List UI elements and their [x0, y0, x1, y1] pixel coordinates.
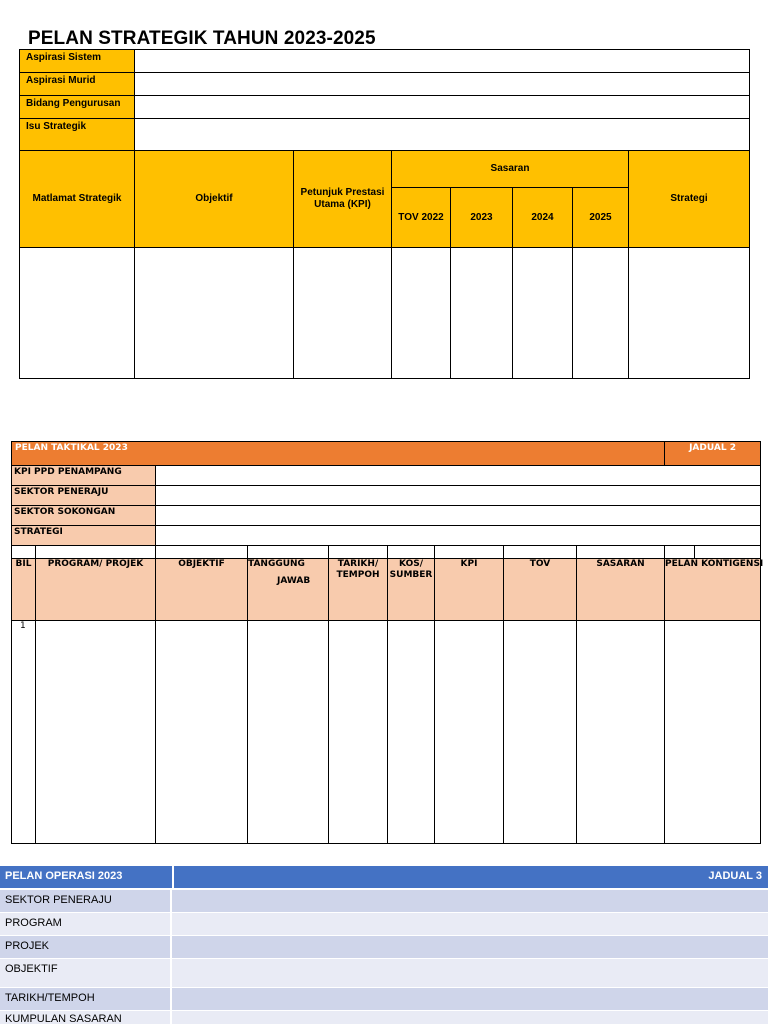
jadual-3-label: JADUAL 3: [172, 866, 768, 888]
cell-strategi[interactable]: [629, 248, 750, 379]
cell-tov-2[interactable]: [504, 621, 577, 844]
header-kos-sumber: KOS/ SUMBER: [388, 559, 435, 621]
table-row: [20, 248, 750, 379]
operation-row: [0, 988, 768, 1010]
header-objektif-2: OBJEKTIF: [156, 559, 248, 621]
header-2023: 2023: [451, 188, 513, 248]
cell-matlamat[interactable]: [20, 248, 135, 379]
header-strategi: Strategi: [629, 151, 750, 248]
cell-program[interactable]: [36, 621, 156, 844]
tactical-plan-table: [11, 441, 764, 844]
kumpulan-sasaran-value[interactable]: [172, 1011, 768, 1024]
jadual-2-label: JADUAL 2: [665, 442, 761, 466]
header-matlamat-strategik: Matlamat Strategik: [20, 151, 135, 248]
tarikh-tempoh-value[interactable]: [172, 988, 768, 1010]
header-tanggung-jawab: [248, 559, 329, 621]
table-row: [12, 621, 761, 844]
row-label-kpi-ppd: KPI PPD PENAMPANG: [12, 466, 156, 486]
row-label-tarikh-tempoh: TARIKH/TEMPOH: [0, 988, 170, 1010]
cell-kpi[interactable]: [294, 248, 392, 379]
sektor-peneraju-value[interactable]: [156, 486, 761, 506]
operation-row: [0, 1011, 768, 1024]
row-label-program: PROGRAM: [0, 913, 170, 935]
header-tov-2022: TOV 2022: [392, 188, 451, 248]
row-label-aspirasi-sistem: Aspirasi Sistem: [20, 50, 135, 73]
program-value[interactable]: [172, 913, 768, 935]
header-sasaran-2: SASARAN: [577, 559, 665, 621]
row-label-strategi: STRATEGI: [12, 526, 156, 546]
cell-2023[interactable]: [451, 248, 513, 379]
row-label-sektor-peneraju-op: SEKTOR PENERAJU: [0, 890, 170, 912]
cell-tanggung-jawab[interactable]: [248, 621, 329, 844]
header-2025: 2025: [573, 188, 629, 248]
row-label-aspirasi-murid: Aspirasi Murid: [20, 73, 135, 96]
strategi-value[interactable]: [156, 526, 761, 546]
operation-row: [0, 959, 768, 987]
row-label-sektor-peneraju: SEKTOR PENERAJU: [12, 486, 156, 506]
strategic-plan-table: [19, 49, 750, 379]
aspirasi-murid-value[interactable]: [135, 73, 750, 96]
cell-pelan-kontigensi[interactable]: [665, 621, 761, 844]
row-label-sektor-sokongan: SEKTOR SOKONGAN: [12, 506, 156, 526]
header-bil: BIL: [12, 559, 36, 621]
row-label-objektif-op: OBJEKTIF: [0, 959, 170, 987]
header-objektif: Objektif: [135, 151, 294, 248]
aspirasi-sistem-value[interactable]: [135, 50, 750, 73]
tanggung-line: TANGGUNG: [248, 559, 305, 569]
cell-objektif-2[interactable]: [156, 621, 248, 844]
operation-row: [0, 890, 768, 912]
isu-strategik-value[interactable]: [135, 119, 750, 151]
objektif-op-value[interactable]: [172, 959, 768, 987]
header-program-projek: PROGRAM/ PROJEK: [36, 559, 156, 621]
cell-2024[interactable]: [513, 248, 573, 379]
row-label-projek: PROJEK: [0, 936, 170, 958]
kpi-ppd-value[interactable]: [156, 466, 761, 486]
cell-tarikh[interactable]: [329, 621, 388, 844]
operation-plan-title: PELAN OPERASI 2023: [5, 870, 123, 882]
header-kpi-2: KPI: [435, 559, 504, 621]
operation-plan-header: [0, 866, 768, 888]
sektor-sokongan-value[interactable]: [156, 506, 761, 526]
operation-row: [0, 913, 768, 935]
projek-value[interactable]: [172, 936, 768, 958]
header-tarikh-tempoh: TARIKH/ TEMPOH: [329, 559, 388, 621]
operation-row: [0, 936, 768, 958]
sektor-peneraju-op-value[interactable]: [172, 890, 768, 912]
header-kpi: Petunjuk Prestasi Utama (KPI): [294, 151, 392, 248]
cell-2025[interactable]: [573, 248, 629, 379]
cell-objektif[interactable]: [135, 248, 294, 379]
jawab-line: JAWAB: [277, 576, 311, 586]
strategic-plan-title: PELAN STRATEGIK TAHUN 2023-2025: [28, 28, 376, 49]
row-label-isu-strategik: Isu Strategik: [20, 119, 135, 151]
cell-tov[interactable]: [392, 248, 451, 379]
header-2024: 2024: [513, 188, 573, 248]
header-sasaran: Sasaran: [392, 151, 629, 188]
cell-kpi-2[interactable]: [435, 621, 504, 844]
cell-sasaran[interactable]: [577, 621, 665, 844]
row-number: 1: [12, 621, 36, 844]
bidang-pengurusan-value[interactable]: [135, 96, 750, 119]
row-label-bidang-pengurusan: Bidang Pengurusan: [20, 96, 135, 119]
tactical-plan-title: PELAN TAKTIKAL 2023: [12, 442, 665, 466]
header-pelan-kontigensi: PELAN KONTIGENSI: [665, 559, 761, 621]
cell-kos[interactable]: [388, 621, 435, 844]
header-tov: TOV: [504, 559, 577, 621]
row-label-kumpulan-sasaran: KUMPULAN SASARAN: [0, 1011, 170, 1024]
